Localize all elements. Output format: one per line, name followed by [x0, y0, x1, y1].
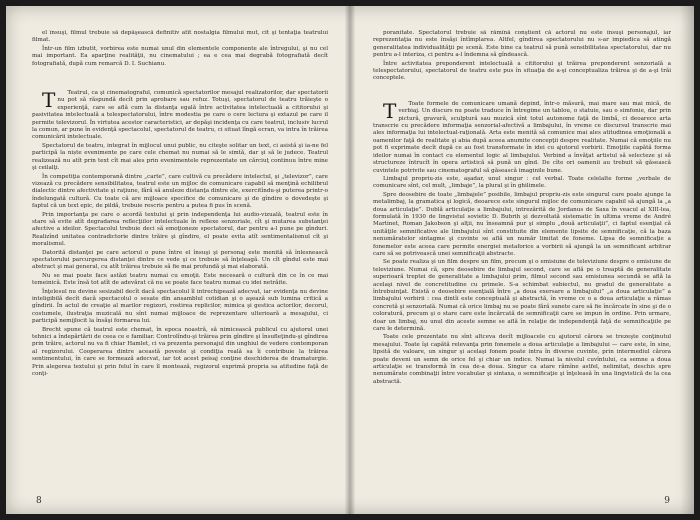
paragraph-dropcap	[373, 98, 671, 175]
paragraph: Datorită distanţei pe care actorul o pune între el însuşi şi personaj este menită să înlesnească spectatorului parcurgerea distanţei dintre ce vede şi ce trebuie să înţeleagă. Un cît gîndul este mai abstract şi mai general, cu atît trăirea trebuie să fie mai profundă şi mai elaborată.	[32, 249, 328, 271]
left-page	[32, 30, 328, 500]
paragraph: Se poate realiza şi un film despre un film, precum şi o emisiune de televiziune despre o emisiune de televiziune. Numai că, spre deosebire de limbajul second, care se află pe o treaptă de generalitate superioară treptei de generalitate a limbajului prim, filmul second sau emisiunea secundă se află la acelaşi nivel de concretitudine cu primele. S-a schimbat subiectul, nu gradul de generalitate a întrebuinţat. Există o deosebire esenţială între „a doua exersare a limbajului” „a doua articulaţie” a limbajului vorbirii : cea dintîi este conceptuală şi abstractă, în vreme ce o a doua articulaţie a rămas concretă şi senzorială. Numai că orice limbaj nu se poate fără sunete care să fie încărcate în sine şi de o coloratură, precum şi o stare care este încărcată de semnificaţii care se impun în ordine. Prin urmare, doar un limbaj, nu unul din aceste semne se află în relaţie de independenţă faţă de semnificaţiile pe care le determină.	[373, 259, 671, 333]
page-edge-shadow	[680, 6, 694, 514]
paragraph: Nu se mai poate face astăzi teatru numai cu emoţii. Este necesară o cultură din ce în ce mai temeinică. Este însă tot atît de adevărat că nu se poate face teatru numai cu idei netrăite.	[32, 272, 328, 287]
paragraph: Înţelesul nu devine sesizabil decît dacă spectacolul îl intrechipează adecvat, iar evidenţa nu devine inteligibilă decît dacă spectacolul o sesate din ansamblul cotidian şi o aşează sub lumina critică a gîndirii. În actul de creaţie al marilor regizori, rostirea replicilor, mimica şi gestica actorilor, decorul, costumele, ilustraţia muzicală nu sînt numai mijloace de reprezentare ulterioară a mesajului, ci participă nemijlocit la însăşi formarea lui.	[32, 288, 328, 325]
right-page	[373, 30, 671, 500]
paragraph: Toate cele prezentate nu sînt altceva decît mijloacele cu ajutorul cărora se trezeşte conţinutul mesajului. Toate îşi capătă relevanţa prin fonemele a doua articulaţie a limbajului — care este, în sine, lipsită de valoare, un singur şi acelaşi fonem poate intra în diverse cuvinte, prin intermediul cărora poate deveni un semn de orice fel şi chiar un indice. Numai la nivelul cuvîntului, ca semne a doua articulaţie se transformă în cea de-a doua. Singur ca atare rămîne astfel, nelimitat, deschis spre nenumărate combinaţii între vocabular şi sintaxa, o semnificaţie şi înţeleasă în una lingvistică de la cea abstractă.	[373, 334, 671, 385]
drop-cap: T	[42, 88, 56, 113]
drop-cap: T	[383, 98, 397, 123]
paragraph-dropcap	[32, 90, 328, 142]
book-spread	[6, 6, 694, 514]
paragraph-text: Teatrul, ca şi cinematograful, comunică spectatorilor mesajul realizatorilor, dar spectatorii nu pot să răspundă decît prin aprobare sau refuz. Totuşi, spectatorul de teatru trăieşte o experienţă, care se află cum la distanţa egală între activitatea intelectuală a cititorului şi pasivitatea intelectuală a telespectatorului, între modestia pe care o cere lectura şi extazul pe care il permite televizorul. În virtutea acestor caracteristici, ar depăşi incidenţa cu care teatrul, inclusiv lucrul la comun, ar pune în evidenţă spectacolul, spectatorul de teatru, ci situat lîngă ecran, va intra în trăirea comunicării intelectuale.	[32, 90, 328, 141]
paragraph: Spectatorul de teatru, integrat în mijlocul unui public, nu citeşte solitar un text, ci asistă şi ia-ne fel participă la niște evenimente pe care cele chemat nu numai să le simtă, dar şi să le judece. Teatrul realizează nu atît prin text cît mai ales prin evenimentele reprezentate un cărciuţ continuu între mine şi ceilalţi.	[32, 142, 328, 172]
paragraph-text: Toate formele de comunicare umană depind, într-o măsură, mai mare sau mai mică, de verbiaj. Un discurs nu poate traduce în întregime un tablou, o statuie, sau o simfonie, dar prin pictură, gravură, sculptură sau muzică sînt totul autonome faţă de limbă, ci deoarece arta transcrie cu precădere informaţia senzorial-afectivă a limbajului, în vreme ce discursul transcrie mai ales informaţia lui intelectual-raţională. Arta este menită să comunice mai ales atitudinea emoţională a oamenilor faţă de realitate şi abia după aceea anumite concepţii despre realitate. Numai că emoţiile nu pot fi exprimate decît după ce au fost transformate în idei cu ajutorul vorbirii. Emoţiile capătă forma ideilor numai în contact cu elementul logic al limbajului. Verbind a învăţat artistul să selecteze şi să structureze întrucît în opera artistică să pună un gînd. De cîte ori oamenii au trebuit să găsească cuvintele potrivite sau cinematograful să găsească imaginile bune.	[373, 100, 671, 174]
paragraph: Limbajul propriu-zis este, aşadar, unul singur : cel verbal. Toate celelalte forme „verbale de comunicare sînt, cel mult, „limbaje”, la plural şi în ghilimele.	[373, 175, 671, 190]
paragraph: În competiţia contemporană dintre „carte”, care cultivă cu precădere intelectul, şi „televizor”, care vizează cu precădere sensibilitatea, teatrul este un mijloc de comunicare capabil să menţină echilibrul dialectic dintre afectivitate şi raţiune, fără să anuleze distanţa dintre ele, exercitîndu-şi puterea printr-o îndelungată cultură. Cu toate că are mijloace specifice de comunicare şi de gîndire o dovedeşte şi faptul că un text epic, de pildă, trebuie rescris pentru a putea fi pus în scenă.	[32, 173, 328, 210]
paragraph: Prin importanţa pe care o acordă textului şi prin independenţa lui audio-vizuală, teatrul este în stare să evite atît degradarea reflecţiilor intelectuale în reflexe senzoriale, cît şi mutarea substanţei afective a ideilor. Spectacolul trebuie deci să emoţioneze spectatorul, dar pentru a-l pune pe gînduri. Realizînd unitatea contradictorie dintre trăire şi gîndire, el poate evita atît sentimentalismul cît şi moralismul.	[32, 211, 328, 248]
paragraph: poranitate. Spectatorul trebuie să rămînă conştient că actorul nu este însuşi personajul, iar reprezentaţia nu este însăşi întîmplarea. Altfel, gîndirea spectatorului nu s-ar impiedica să atingă generalitatea individualităţii pe scenă. Este bine ca teatrul să pună sensibilitatea spectatorului, dar nu pentru a-l interiza, ci pentru a-l îndemna să gîndească.	[373, 30, 671, 59]
paragraph: Între activitatea preponderent intelectuală a cititorului şi trăirea preponderent senzorială a telespectatorului, spectatorul de teatru este pus în situaţia de a-şi conceptualiza trăirea şi de a-şi trăi conceptele.	[373, 60, 671, 82]
book-gutter	[345, 6, 355, 514]
page-number-right: 9	[664, 496, 670, 506]
paragraph: Brecht spune că teatrul este chemat, în epoca noastră, să nimicească publicul cu ajutorul unei tehnici a îndepărtării de ceea ce e familiar. Controlîndu-şi trăirea prin gîndire şi însufleţindu-şi gîndirea prin trăire, actorul nu va fi chiar Hamlet, ci va prezenta personajul din unghiul de vedere contemporan al regizorului. Cooperarea dintre această poveste şi condiţia reală sa îi contribuie la trăirea sentimentului, în care se formează adecvat, iar tot acest peisaj conţine deschiderea de dramaturgie. Prin alegerea textului şi prin felul în care îl montează, regizorul exprimă propria sa atitudine faţă de conţi-	[32, 326, 328, 378]
page-number-left: 8	[36, 496, 42, 506]
paragraph: Spre deosebire de toate „limbajele” posibile, limbajul propriu-zis este singurul care poate ajunge la metalimbaj, la gramatica şi logică, deoarece este singurul mijloc de comunicare capabil să ajungă la „a doua articulaţie”. Dublă articulaţie a limbajului, intrezărită de Jordanus de Saxa în veacul al XIII-lea, formulată în 1930 de lingvistul sovietic D. Bubrih şi dezvoltată sistematic în ultima vreme de André Martinet, Roman Jakobson şi alţii, nu înseamnă pur şi simplu „două articulaţii”, ci faptul esenţial că unităţile semnificative ale limbajului sînt constituite din elemente lipsite de semnificaţie, că la baza nenumăratelor sintagme şi cuvinte se află un număr limitat de foneme. Lipsa de semnificaţie a fonemelor este aceea care permite energiei metaforice a vorbirii să ajungă la un semnificant arbitrar care să se potrivească unei semnificaţii abstracte.	[373, 191, 671, 257]
paragraph: Într-un film izbutit, vorbirea este numai unul din elementele componente ale întregului, şi nu cel mai important. Ea aparţine realităţii, nu cinematului ; ea e cea mai degrabă fotografiată decît fotografiată, după cum remarcă D. I. Suchianu.	[32, 45, 328, 67]
paragraph: el însuşi, filmul trebuie să depăşească definitiv atît nostalgia filmului mut, cît şi tentaţia teatrului filmat.	[32, 30, 328, 44]
